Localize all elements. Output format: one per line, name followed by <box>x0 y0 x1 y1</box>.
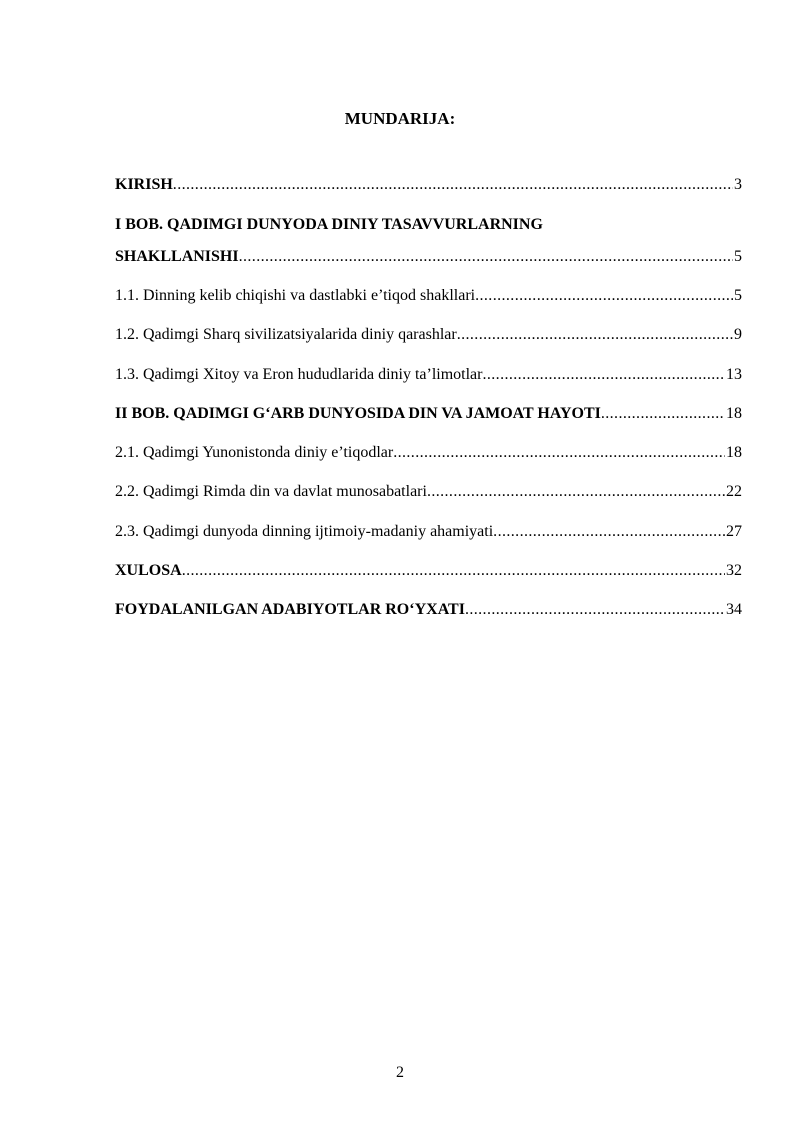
toc-entry-section-1-1[interactable] <box>115 285 742 307</box>
toc-dot-leader <box>601 403 725 425</box>
toc-entry-title: 2.3. Qadimgi dunyoda dinning ijtimoiy-madaniy ahamiyati <box>115 523 494 540</box>
toc-page-number: 5 <box>734 287 742 304</box>
toc-page-number: 3 <box>734 176 742 193</box>
toc-dot-leader <box>427 481 725 503</box>
toc-dot-leader <box>239 246 733 268</box>
toc-dot-leader <box>457 324 733 346</box>
toc-page-number: 32 <box>726 562 742 579</box>
toc-entry-section-1-2[interactable] <box>115 324 742 346</box>
toc-page-number: 27 <box>726 523 742 540</box>
toc-entry-section-2-1[interactable] <box>115 442 742 464</box>
toc-page-number: 9 <box>734 326 742 343</box>
toc-entry-section-2-2[interactable] <box>115 481 742 503</box>
toc-entry-chapter-1-cont[interactable] <box>115 246 742 268</box>
toc-entry-title: 2.2. Qadimgi Rimda din va davlat munosabatlari <box>115 483 427 500</box>
toc-dot-leader <box>465 599 725 621</box>
toc-page-number: 13 <box>726 366 742 383</box>
toc-page-number: 22 <box>726 483 742 500</box>
page-number: 2 <box>396 1064 404 1081</box>
toc-entry-title-line1: I BOB. QADIMGI DUNYODA DINIY TASAVVURLARNING <box>115 216 543 233</box>
toc-entry-title: 1.2. Qadimgi Sharq sivilizatsiyalarida diniy qarashlar <box>115 326 457 343</box>
toc-dot-leader <box>482 364 725 386</box>
toc-entry-xulosa[interactable] <box>115 560 742 582</box>
toc-dot-leader <box>173 174 733 196</box>
page-title: MUNDARIJA: <box>344 109 456 128</box>
toc-entry-title: II BOB. QADIMGI G‘ARB DUNYOSIDA DIN VA JAMOAT HAYOTI <box>115 405 601 422</box>
toc-dot-leader <box>393 442 725 464</box>
toc-dot-leader <box>182 560 725 582</box>
toc-page-number: 18 <box>726 405 742 422</box>
toc-entry-title: KIRISH <box>115 176 173 193</box>
toc-page-number: 5 <box>734 248 742 265</box>
toc-page-number: 18 <box>726 444 742 461</box>
toc-page-number: 34 <box>726 601 742 618</box>
toc-entry-title: SHAKLLANISHI <box>115 248 239 265</box>
toc-dot-leader <box>475 285 733 307</box>
toc-entry-section-2-3[interactable] <box>115 521 742 543</box>
toc-entry-title: XULOSA <box>115 562 182 579</box>
toc-entry-kirish[interactable] <box>115 174 742 196</box>
toc-entry-title: 2.1. Qadimgi Yunonistonda diniy e’tiqodlar <box>115 444 394 461</box>
toc-entry-chapter-2[interactable] <box>115 403 742 425</box>
toc-entry-title: 1.3. Qadimgi Xitoy va Eron hududlarida diniy ta’limotlar <box>115 366 483 383</box>
toc-entry-title: FOYDALANILGAN ADABIYOTLAR RO‘YXATI <box>115 601 465 618</box>
toc-entry-section-1-3[interactable] <box>115 364 742 386</box>
toc-entry-title: 1.1. Dinning kelib chiqishi va dastlabki e’tiqod shakllari <box>115 287 476 304</box>
toc-dot-leader <box>493 521 725 543</box>
toc-entry-chapter-1[interactable] <box>115 214 742 236</box>
toc-entry-references[interactable] <box>115 599 742 621</box>
